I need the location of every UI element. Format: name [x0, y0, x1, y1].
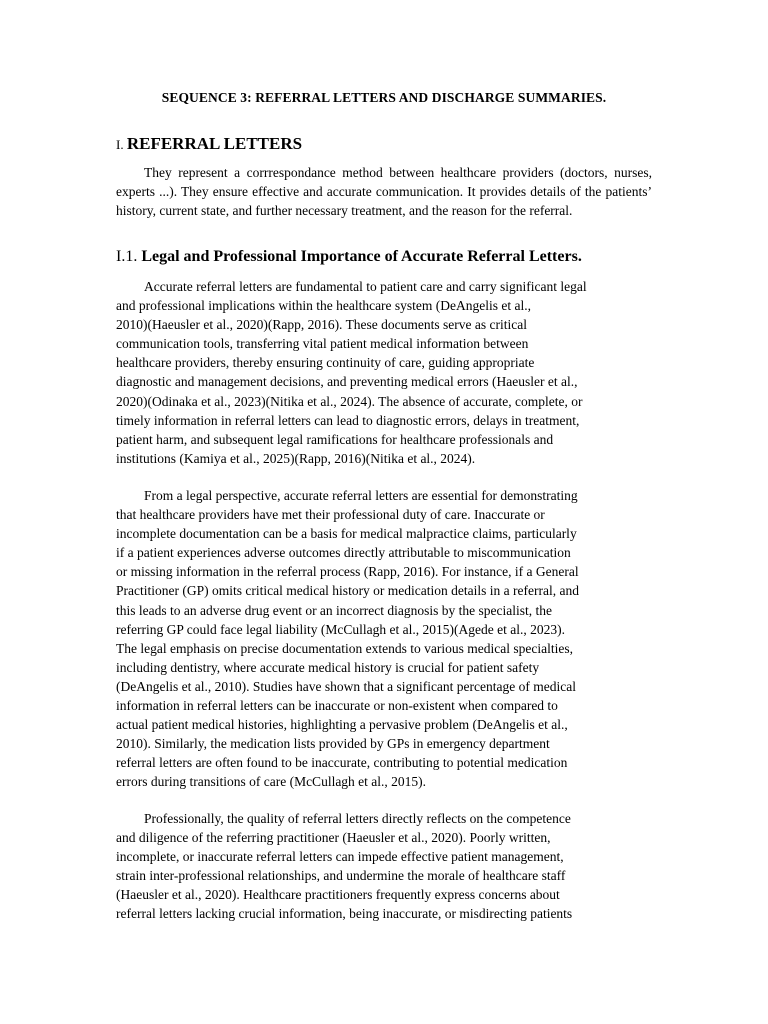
- subsection-number: I.1.: [116, 248, 142, 265]
- paragraph-line: communication tools, transferring vital patient medical information between: [116, 336, 529, 352]
- paragraph-line: 2010). Similarly, the medication lists provided by GPs in emergency department: [116, 736, 550, 752]
- paragraph-legal-professional-implications: [116, 277, 661, 468]
- paragraph-line: errors during transitions of care (McCullagh et al., 2015).: [116, 774, 427, 790]
- paragraph-line: or missing information in the referral process (Rapp, 2016). For instance, if a General: [116, 564, 579, 580]
- section-intro-paragraph: They represent a corrrespondance method between healthcare providers (doctors, nurses, experts ...). They ensure effective and accurate communication. It provides details of the patients’ history, current state, and further necessary treatment, and the reason for the referral.: [116, 165, 652, 219]
- paragraph-line: that healthcare providers have met their professional duty of care. Inaccurate or: [116, 507, 545, 523]
- section-title: REFERRAL LETTERS: [126, 134, 303, 153]
- paragraph-legal-perspective: [116, 486, 661, 792]
- paragraph-line: 2010)(Haeusler et al., 2020)(Rapp, 2016). These documents serve as critical: [116, 317, 527, 333]
- paragraph-line: actual patient medical histories, highlighting a pervasive problem (DeAngelis et al.,: [116, 717, 568, 733]
- paragraph-line: incomplete, or inaccurate referral letters can impede effective patient management,: [116, 849, 564, 865]
- paragraph-line: this leads to an adverse drug event or an incorrect diagnosis by the specialist, the: [116, 602, 552, 618]
- paragraph-professional-quality: [116, 809, 661, 924]
- paragraph-line: incomplete documentation can be a basis for medical malpractice claims, particularly: [116, 526, 577, 542]
- paragraph-line: and diligence of the referring practitioner (Haeusler et al., 2020). Poorly written,: [116, 830, 551, 846]
- paragraph-line: Practitioner (GP) omits critical medical history or medication details in a referral, and: [116, 583, 579, 599]
- paragraph-line: including dentistry, where accurate medical history is crucial for patient safety: [116, 659, 540, 675]
- paragraph-line: strain inter-professional relationships, and undermine the morale of healthcare staff: [116, 868, 566, 884]
- paragraph-line: information in referral letters can be inaccurate or non-existent when compared to: [116, 698, 558, 714]
- paragraph-line: 2020)(Odinaka et al., 2023)(Nitika et al., 2024). The absence of accurate, complete, or: [116, 393, 583, 409]
- paragraph-line: The legal emphasis on precise documentation extends to various medical specialties,: [116, 640, 573, 656]
- paragraph-line: Professionally, the quality of referral letters directly reflects on the competence: [144, 811, 571, 826]
- paragraph-line: and professional implications within the healthcare system (DeAngelis et al.,: [116, 298, 532, 314]
- paragraph-line: Accurate referral letters are fundamental to patient care and carry significant legal: [144, 279, 587, 294]
- paragraph-line: patient harm, and subsequent legal ramifications for healthcare professionals and: [116, 431, 554, 447]
- paragraph-line: healthcare providers, thereby ensuring continuity of care, guiding appropriate: [116, 355, 535, 371]
- paragraph-line: if a patient experiences adverse outcomes directly attributable to miscommunication: [116, 545, 571, 561]
- paragraph-line: referral letters are often found to be inaccurate, contributing to potential medication: [116, 755, 568, 771]
- section-number: I.: [116, 137, 127, 152]
- paragraph-line: From a legal perspective, accurate referral letters are essential for demonstrating: [144, 488, 578, 503]
- paragraph-line: referring GP could face legal liability (McCullagh et al., 2015)(Agede et al., 2023).: [116, 621, 565, 637]
- paragraph-line: institutions (Kamiya et al., 2025)(Rapp, 2016)(Nitika et al., 2024).: [116, 450, 476, 466]
- paragraph-line: referral letters lacking crucial information, being inaccurate, or misdirecting patients: [116, 906, 573, 922]
- document-title: SEQUENCE 3: REFERRAL LETTERS AND DISCHARGE SUMMARIES.: [161, 90, 607, 105]
- subsection-heading-legal-importance: [116, 248, 582, 266]
- paragraph-line: timely information in referral letters can lead to diagnostic errors, delays in treatment,: [116, 412, 580, 428]
- section-heading-referral-letters: [116, 134, 302, 154]
- paragraph-line: (Haeusler et al., 2020). Healthcare practitioners frequently express concerns about: [116, 887, 560, 903]
- paragraph-line: diagnostic and management decisions, and preventing medical errors (Haeusler et al.,: [116, 374, 578, 390]
- subsection-title: Legal and Professional Importance of Accurate Referral Letters.: [141, 248, 582, 265]
- paragraph-line: (DeAngelis et al., 2010). Studies have shown that a significant percentage of medical: [116, 678, 576, 694]
